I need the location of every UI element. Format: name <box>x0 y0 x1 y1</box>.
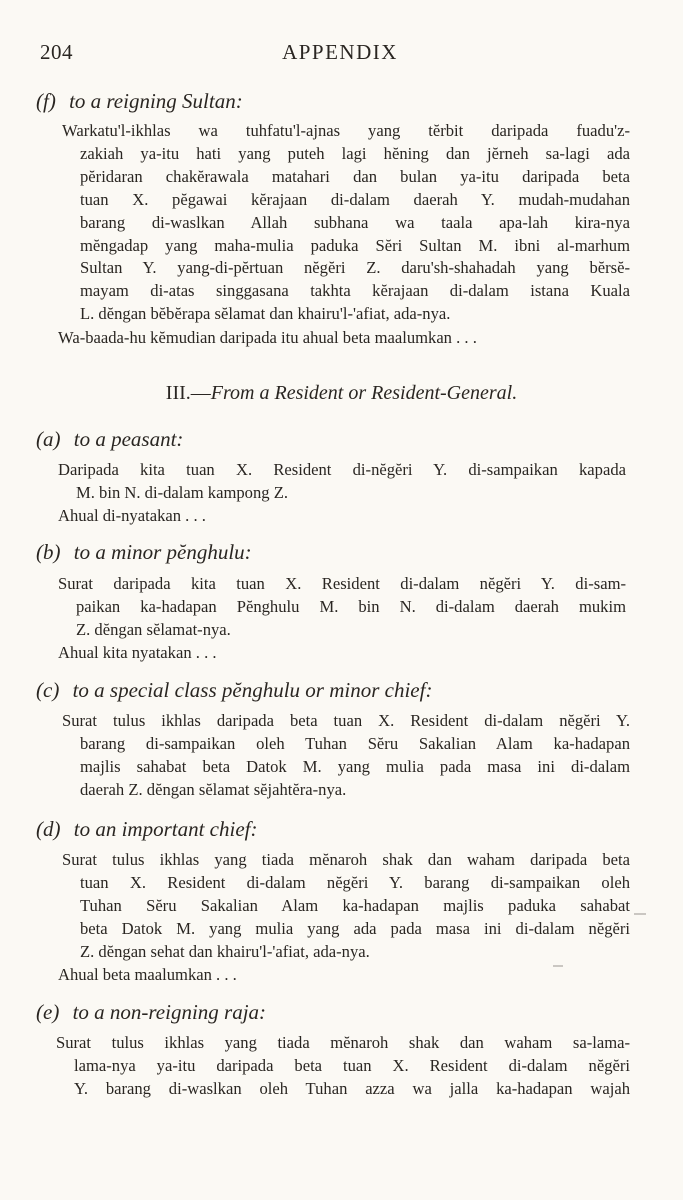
chapter-heading-iii <box>0 382 683 405</box>
section-heading-f <box>36 89 636 114</box>
page-header <box>40 40 640 66</box>
section-title: to a minor pĕnghulu: <box>73 540 252 564</box>
text-line: Surat daripada kita tuan X. Resident di-dalam nĕgĕri Y. di-sam- <box>58 574 626 593</box>
letter-a-continuation: Ahual di-nyatakan . . . <box>58 506 206 525</box>
section-label: (d) <box>36 817 61 841</box>
text-line: majlis sahabat beta Datok M. yang mulia pada masa ini di-dalam <box>80 756 630 776</box>
text-line: Warkatu'l-ikhlas wa tuhfatu'l-ajnas yang tĕrbit daripada fuadu'z- <box>62 121 630 140</box>
text-line: tuan X. pĕgawai kĕrajaan di-dalam daerah Y. mudah-mudahan <box>80 189 630 209</box>
text-line: lama-nya ya-itu daripada beta tuan X. Resident di-dalam nĕgĕri <box>74 1055 630 1075</box>
ink-smudge <box>634 913 646 915</box>
text-line: paikan ka-hadapan Pĕnghulu M. bin N. di-dalam daerah mukim <box>76 596 626 616</box>
text-line: Sultan Y. yang-di-pĕrtuan nĕgĕri Z. daru'sh-shahadah yang bĕrsĕ- <box>80 258 630 278</box>
text-line: tuan X. Resident di-dalam nĕgĕri Y. barang di-sampaikan oleh <box>80 872 630 892</box>
section-title: to a special class pĕnghulu or minor chief: <box>72 678 433 702</box>
text-line: L. dĕngan bĕbĕrapa sĕlamat dan khairu'l-'afiat, ada-nya. <box>80 304 451 324</box>
text-line: zakiah ya-itu hati yang puteh lagi hĕning dan jĕrneh sa-lagi ada <box>80 143 630 163</box>
letter-f-body <box>62 120 630 326</box>
section-title: to an important chief: <box>73 817 258 841</box>
letter-a-body <box>58 459 626 505</box>
text-line: Daripada kita tuan X. Resident di-nĕgĕri Y. di-sampaikan kapada <box>58 460 626 479</box>
ink-smudge <box>553 965 563 967</box>
heading-numeral: III.— <box>165 382 211 404</box>
text-line: Z. dĕngan sĕlamat-nya. <box>76 619 231 639</box>
text-line: Z. dĕngan sehat dan khairu'l-'afiat, ada-nya. <box>80 941 370 961</box>
section-heading-a <box>36 427 636 452</box>
text-line: M. bin N. di-dalam kampong Z. <box>76 482 288 502</box>
text-line: daerah Z. dĕngan sĕlamat sĕjahtĕra-nya. <box>80 779 347 799</box>
section-label: (b) <box>36 540 61 564</box>
section-label: (f) <box>36 89 56 113</box>
section-label: (a) <box>36 427 61 451</box>
section-heading-d <box>36 817 636 842</box>
text-line: barang di-sampaikan oleh Tuhan Sĕru Sakalian Alam ka-hadapan <box>80 733 630 753</box>
heading-title: From a Resident or Resident-General. <box>210 382 518 404</box>
text-line: Tuhan Sĕru Sakalian Alam ka-hadapan majlis paduka sahabat <box>80 895 630 915</box>
section-title: to a peasant: <box>73 427 184 451</box>
section-label: (e) <box>36 1000 60 1024</box>
letter-d-continuation: Ahual beta maalumkan . . . <box>58 965 237 984</box>
text-line: mayam di-atas singgasana takhta kĕrajaan di-dalam istana Kuala <box>80 281 630 301</box>
text-line: beta Datok M. yang mulia yang ada pada masa ini di-dalam nĕgĕri <box>80 918 630 938</box>
text-line: pĕridaran chakĕrawala matahari dan bulan ya-itu daripada beta <box>80 166 630 186</box>
text-line: Y. barang di-waslkan oleh Tuhan azza wa jalla ka-hadapan wajah <box>74 1078 630 1098</box>
section-label: (c) <box>36 678 60 702</box>
text-line: Surat tulus ikhlas yang tiada mĕnaroh shak dan waham sa-lama- <box>56 1033 630 1052</box>
letter-b-body <box>58 573 626 642</box>
section-title: to a reigning Sultan: <box>69 89 243 113</box>
running-head: APPENDIX <box>282 40 398 64</box>
section-heading-e <box>36 1000 636 1025</box>
text-line: mĕngadap yang maha-mulia paduka Sĕri Sultan M. ibni al-marhum <box>80 235 630 255</box>
text-line: Surat tulus ikhlas daripada beta tuan X. Resident di-dalam nĕgĕri Y. <box>62 711 630 730</box>
text-line: barang di-waslkan Allah subhana wa taala apa-lah kira-nya <box>80 212 630 232</box>
section-heading-b <box>36 540 636 565</box>
letter-c-body <box>62 710 630 802</box>
letter-e-body <box>56 1032 630 1101</box>
page-number: 204 <box>40 40 73 64</box>
text-line: Surat tulus ikhlas yang tiada mĕnaroh shak dan waham daripada beta <box>62 850 630 869</box>
section-title: to a non-reigning raja: <box>72 1000 267 1024</box>
letter-d-body <box>62 849 630 964</box>
section-heading-c <box>36 678 636 703</box>
letter-b-continuation: Ahual kita nyatakan . . . <box>58 643 217 662</box>
letter-f-continuation: Wa-baada-hu kĕmudian daripada itu ahual beta maalumkan . . . <box>58 328 477 347</box>
